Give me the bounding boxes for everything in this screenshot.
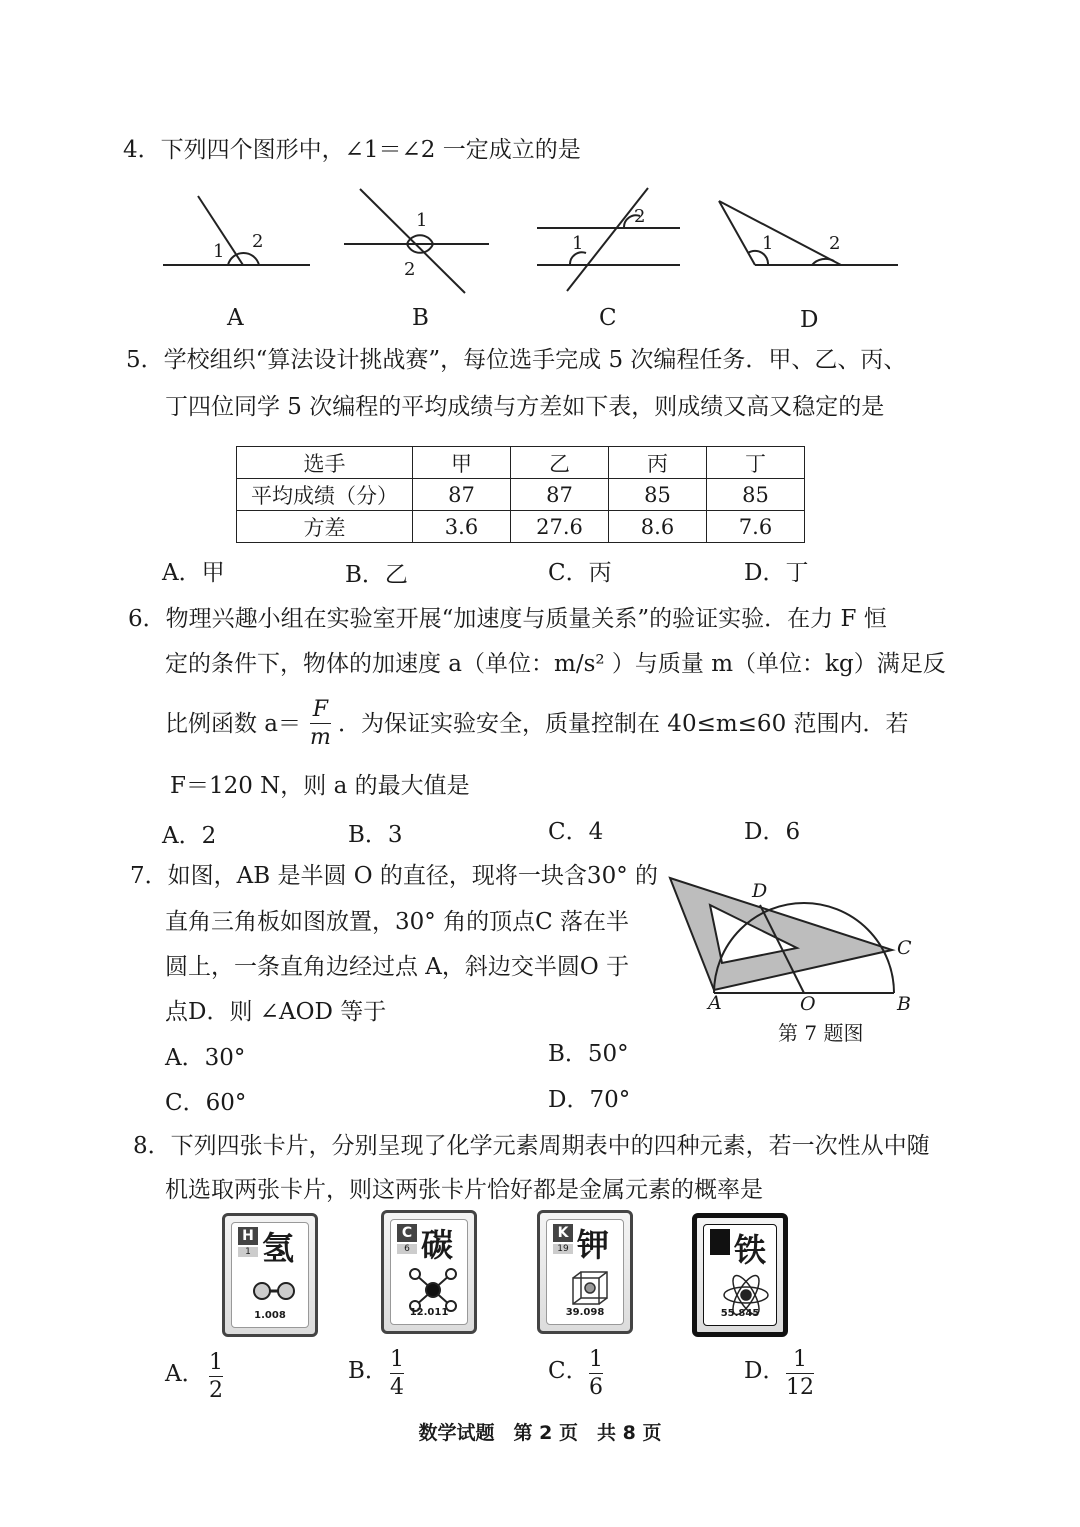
- q5-option-d[interactable]: D．丁: [744, 560, 809, 586]
- fraction-denominator: m: [310, 725, 331, 751]
- q6-line3-post: ．为保证实验安全，质量控制在 40≤m≤60 范围内．若: [338, 711, 909, 737]
- fraction-denominator: 12: [786, 1375, 814, 1401]
- element-symbol: K: [553, 1224, 573, 1242]
- q6-option-b[interactable]: B．3: [348, 822, 403, 848]
- option-letter: A．: [165, 1361, 205, 1387]
- atomic-mass: 12.011: [409, 1307, 449, 1318]
- q8-option-b[interactable]: [348, 1358, 388, 1386]
- atomic-mass: 1.008: [254, 1310, 286, 1321]
- table-cell: 7.6: [707, 511, 805, 543]
- fraction-numerator: 1: [589, 1347, 603, 1372]
- card-face: [390, 1219, 468, 1325]
- fraction-denominator: 4: [390, 1375, 404, 1401]
- table-cell: 85: [707, 479, 805, 511]
- atomic-mass: 39.098: [565, 1307, 605, 1318]
- fig-a-angle1: 1: [213, 241, 225, 262]
- q8-option-c-fraction: [589, 1348, 603, 1399]
- table-cell: 丁: [707, 447, 805, 479]
- fig-c-angle2: 2: [634, 206, 646, 227]
- fig-label-d: D: [800, 307, 819, 333]
- molecule-icon: [248, 1271, 300, 1311]
- q7-option-d[interactable]: D．70°: [548, 1087, 631, 1113]
- q7-line4: 点D．则 ∠AOD 等于: [165, 999, 387, 1025]
- fig7-point-o: O: [800, 993, 816, 1015]
- q6-option-d[interactable]: D．6: [744, 819, 801, 845]
- element-card-carbon: [381, 1210, 477, 1334]
- fig-label-b: B: [412, 305, 429, 331]
- atomic-number: 6: [397, 1244, 417, 1254]
- atomic-number: 19: [553, 1244, 573, 1254]
- fig-label-a: A: [227, 305, 244, 331]
- fig7-point-c: C: [897, 937, 912, 959]
- fig-label-c: C: [599, 305, 617, 331]
- option-letter: D．: [744, 1358, 786, 1384]
- fig7-point-a: A: [708, 992, 722, 1014]
- element-card-hydrogen: [222, 1213, 318, 1337]
- fig7-caption: 第 7 题图: [778, 1021, 864, 1045]
- fraction-numerator: 1: [209, 1350, 223, 1375]
- element-symbol: H: [238, 1227, 258, 1245]
- card-face: [546, 1219, 624, 1325]
- element-symbol: [710, 1229, 730, 1255]
- q7-option-c[interactable]: C．60°: [165, 1090, 247, 1116]
- element-name: 碳: [421, 1226, 454, 1264]
- q6-line1: 6．物理兴趣小组在实验室开展“加速度与质量关系”的验证实验．在力 F 恒: [128, 606, 887, 632]
- q8-line2: 机选取两张卡片，则这两张卡片恰好都是金属元素的概率是: [165, 1177, 763, 1203]
- q7-option-b[interactable]: B．50°: [548, 1041, 629, 1067]
- table-cell: 方差: [237, 511, 413, 543]
- q6-line4: F＝120 N，则 a 的最大值是: [170, 773, 470, 799]
- q6-option-c[interactable]: C．4: [548, 819, 604, 845]
- q6-option-a[interactable]: A．2: [162, 823, 217, 849]
- fraction-numerator: F: [312, 697, 329, 722]
- table-cell: 甲: [413, 447, 511, 479]
- element-name: 钾: [577, 1226, 610, 1264]
- q6-line2: 定的条件下，物体的加速度 a（单位：m/s² ）与质量 m（单位：kg）满足反: [165, 651, 946, 677]
- fig7-point-d: D: [752, 880, 768, 902]
- fig-d-angle1: 1: [762, 233, 774, 254]
- q7-line1: 7．如图，AB 是半圆 O 的直径，现将一块含30° 的: [130, 863, 659, 889]
- q8-option-d[interactable]: [744, 1358, 785, 1386]
- atomic-mass: 55.845: [720, 1308, 760, 1319]
- q8-option-b-fraction: [390, 1348, 404, 1399]
- q8-option-a-fraction: [209, 1351, 223, 1402]
- fraction-bar: [589, 1373, 603, 1374]
- fig-d-angle2: 2: [829, 233, 841, 254]
- table-cell: 8.6: [609, 511, 707, 543]
- element-symbol: C: [397, 1224, 417, 1242]
- option-letter: C．: [548, 1358, 589, 1384]
- q7-option-a[interactable]: A．30°: [165, 1045, 246, 1071]
- q5-option-c[interactable]: C．丙: [548, 560, 612, 586]
- card-face: [231, 1222, 309, 1328]
- q5-line1: 5．学校组织“算法设计挑战赛”，每位选手完成 5 次编程任务．甲、乙、丙、: [126, 347, 907, 373]
- fig-c-angle1: 1: [572, 233, 584, 254]
- crystal-lattice-icon: [563, 1268, 615, 1312]
- fraction-bar: [786, 1373, 814, 1374]
- fig7-point-b: B: [897, 993, 911, 1015]
- q7-line3: 圆上，一条直角边经过点 A，斜边交半圆O 于: [165, 954, 630, 980]
- q8-line1: 8．下列四张卡片，分别呈现了化学元素周期表中的四种元素，若一次性从中随: [133, 1133, 930, 1159]
- q5-line2: 丁四位同学 5 次编程的平均成绩与方差如下表，则成绩又高又稳定的是: [165, 394, 885, 420]
- table-cell: 平均成绩（分）: [237, 479, 413, 511]
- q8-option-a[interactable]: [165, 1361, 205, 1389]
- fig-b-angle2: 2: [404, 259, 416, 280]
- fig-a-angle2: 2: [252, 231, 264, 252]
- q5-option-b[interactable]: B．乙: [345, 562, 408, 588]
- table-cell: 85: [609, 479, 707, 511]
- table-cell: 3.6: [413, 511, 511, 543]
- q7-line2: 直角三角板如图放置，30° 角的顶点C 落在半: [165, 909, 629, 935]
- table-cell: 丙: [609, 447, 707, 479]
- page-footer: 数学试题 第 2 页 共 8 页: [418, 1422, 662, 1444]
- q8-option-c[interactable]: [548, 1358, 589, 1386]
- table-cell: 87: [511, 479, 609, 511]
- element-name: 铁: [734, 1231, 767, 1269]
- fraction-denominator: 2: [209, 1378, 223, 1404]
- card-face: [703, 1224, 777, 1326]
- fraction-bar: [390, 1373, 404, 1374]
- element-card-iron: [692, 1213, 788, 1337]
- q5-option-a[interactable]: A．甲: [162, 560, 225, 586]
- q4-stem: 4．下列四个图形中，∠1＝∠2 一定成立的是: [123, 137, 581, 163]
- fraction-denominator: 6: [589, 1375, 603, 1401]
- table-cell: 乙: [511, 447, 609, 479]
- table-cell: 87: [413, 479, 511, 511]
- option-letter: B．: [348, 1358, 388, 1384]
- q6-line3-pre: 比例函数 a＝: [165, 711, 302, 737]
- element-card-potassium: [537, 1210, 633, 1334]
- molecule-icon: [407, 1268, 459, 1312]
- atomic-number: 1: [238, 1247, 258, 1257]
- table-cell: 27.6: [511, 511, 609, 543]
- fraction-numerator: 1: [793, 1347, 807, 1372]
- element-name: 氢: [262, 1229, 295, 1267]
- table-cell: 选手: [237, 447, 413, 479]
- fraction-numerator: 1: [390, 1347, 404, 1372]
- q8-option-d-fraction: [786, 1348, 814, 1399]
- fig-b-angle1: 1: [416, 210, 428, 231]
- fraction-bar: [209, 1376, 223, 1377]
